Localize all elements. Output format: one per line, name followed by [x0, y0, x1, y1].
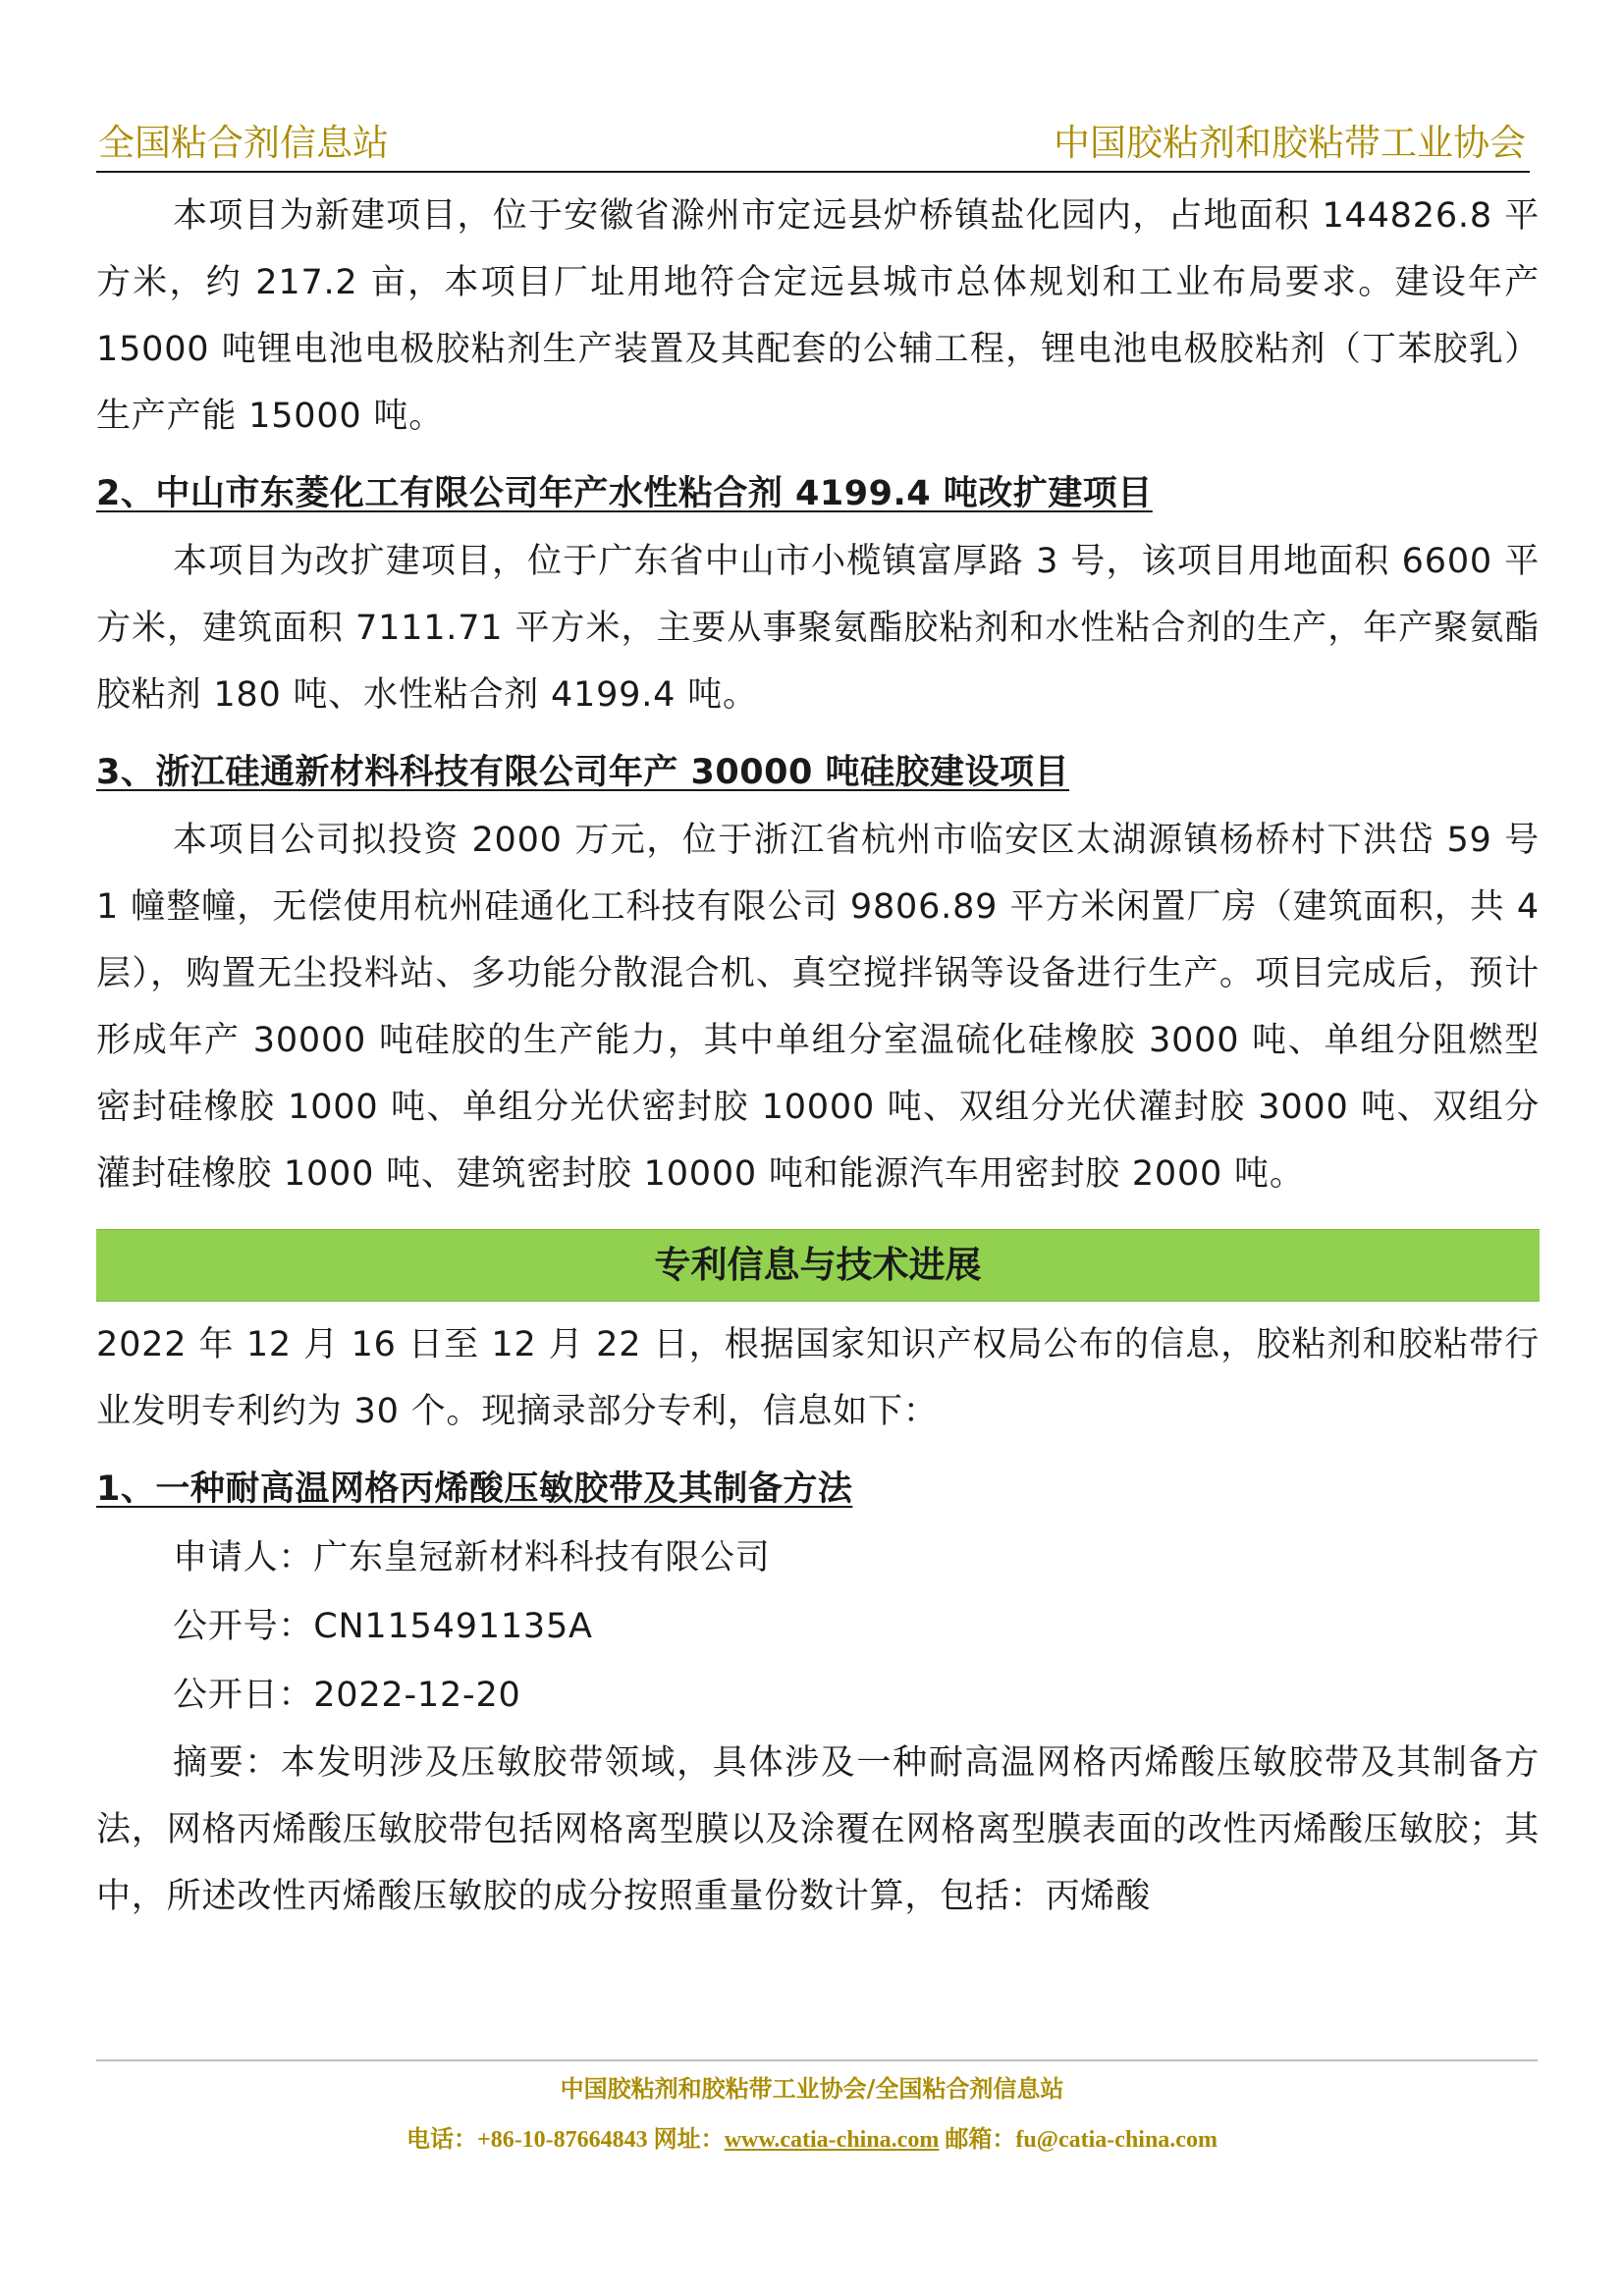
footer-divider — [96, 2059, 1538, 2061]
footer-contact — [0, 2120, 1624, 2160]
patent-publication-date: 公开日：2022-12-20 — [173, 1676, 521, 1715]
patent-intro: 2022 年 12 月 16 日至 12 月 22 日，根据国家知识产权局公布的信息，胶粘剂和胶粘带行业发明专利约为 30 个。现摘录部分专利，信息如下： — [96, 1325, 1540, 1431]
section-banner: 专利信息与技术进展 — [96, 1229, 1540, 1302]
header-site-name: 全国粘合剂信息站 — [98, 122, 389, 164]
footer-website-link[interactable]: www.catia-china.com — [724, 2127, 940, 2153]
project-body-3: 本项目公司拟投资 2000 万元，位于浙江省杭州市临安区太湖源镇杨桥村下洪岱 59 号 1 幢整幢，无偿使用杭州硅通化工科技有限公司 9806.89 平方米闲置厂房（建筑面积，共 4 层），购置无尘投料站、多功能分散混合机、真空搅拌锅等设备进行生产。项目完成后，预计形成年产 30000 吨硅胶的生产能力，其中单组分室温硫化硅橡胶 3000 吨、单组分阻燃型密封硅橡胶 1000 吨、单组分光伏密封胶 10000 吨、双组分光伏灌封胶 3000 吨、双组分灌封硅橡胶 1000 吨、建筑密封胶 10000 吨和能源汽车用密封胶 2000 吨。 — [96, 821, 1540, 1194]
patent-abstract: 摘要：本发明涉及压敏胶带领域，具体涉及一种耐高温网格丙烯酸压敏胶带及其制备方法，网格丙烯酸压敏胶带包括网格离型膜以及涂覆在网格离型膜表面的改性丙烯酸压敏胶；其中，所述改性丙烯酸压敏胶的成分按照重量份数计算，包括：丙烯酸 — [96, 1743, 1540, 1916]
footer-phone: 电话：+86-10-87664843 网址： — [406, 2127, 725, 2153]
project-body-2: 本项目为改扩建项目，位于广东省中山市小榄镇富厚路 3 号，该项目用地面积 6600 平方米，建筑面积 7111.71 平方米，主要从事聚氨酯胶粘剂和水性粘合剂的生产，年产聚氨酯胶粘剂 180 吨、水性粘合剂 4199.4 吨。 — [96, 542, 1540, 715]
patent-title: 1、一种耐高温网格丙烯酸压敏胶带及其制备方法 — [96, 1469, 853, 1509]
footer-email: 邮箱：fu@catia-china.com — [945, 2127, 1218, 2153]
patent-publication-number: 公开号：CN115491135A — [173, 1607, 593, 1646]
footer-organization: 中国胶粘剂和胶粘带工业协会/全国粘合剂信息站 — [560, 2074, 1064, 2103]
page-content — [96, 183, 1540, 1930]
project-heading-3 — [96, 738, 1540, 807]
page-header — [96, 116, 1530, 173]
intro-paragraph: 本项目为新建项目，位于安徽省滁州市定远县炉桥镇盐化园内，占地面积 144826.8 平方米，约 217.2 亩，本项目厂址用地符合定远县城市总体规划和工业布局要求。建设年产 15000 吨锂电池电极胶粘剂生产装置及其配套的公辅工程，锂电池电极胶粘剂（丁苯胶乳）生产产能 15000 吨。 — [96, 196, 1540, 436]
patent-heading — [96, 1455, 1540, 1523]
patent-applicant: 申请人：广东皇冠新材料科技有限公司 — [173, 1538, 771, 1577]
project-title: 2、中山市东菱化工有限公司年产水性粘合剂 4199.4 吨改扩建项目 — [96, 474, 1153, 513]
project-title: 3、浙江硅通新材料科技有限公司年产 30000 吨硅胶建设项目 — [96, 753, 1069, 792]
header-association-name: 中国胶粘剂和胶粘带工业协会 — [1054, 122, 1526, 164]
project-heading-2 — [96, 459, 1540, 528]
